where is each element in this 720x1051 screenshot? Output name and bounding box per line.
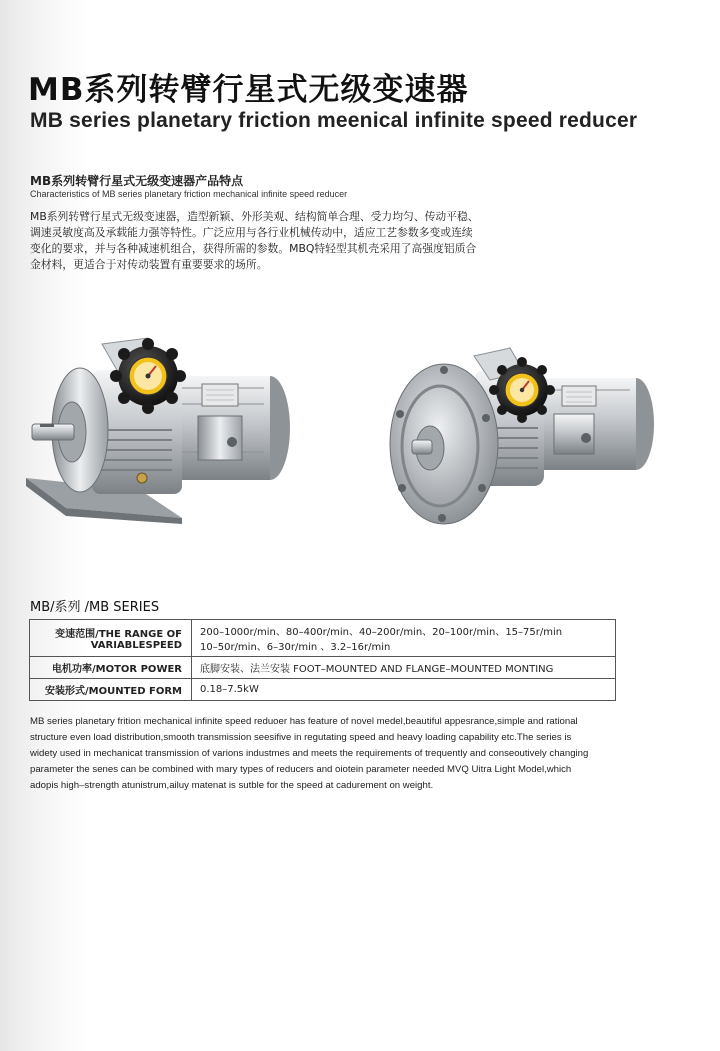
table-row: [30, 679, 616, 701]
description-line: MB series planetary frition mechanical infinite speed reduoer has feature of novel medel,beautiful appesrance,simple and rational: [30, 716, 578, 727]
spec-label-line: 变速范围/THE RANGE OF: [55, 629, 182, 640]
features-body: [30, 209, 500, 273]
spec-value-mounted-form: [192, 679, 616, 701]
spec-value-line: 200–1000r/min、80–400r/min、40–200r/min、20–100r/min、15–75r/min: [200, 627, 563, 638]
spec-label-mounted-form: [30, 679, 192, 701]
spec-label-motor-power: [30, 657, 192, 679]
series-spec-table: [29, 619, 616, 701]
spec-label-line: 安装形式/MOUNTED FORM: [44, 686, 182, 697]
page-title-cn: MB系列转臂行星式无级变速器: [28, 72, 469, 108]
spec-label-speed-range: [30, 620, 192, 657]
features-heading-en: Characteristics of MB series planetary friction mechanical infinite speed reducer: [30, 189, 348, 199]
features-heading-cn: MB系列转臂行星式无级变速器产品特点: [30, 174, 244, 188]
spec-value-speed-range: [192, 620, 616, 657]
features-body-line: 金材料，更适合于对传动装置有重要要求的场所。: [30, 258, 268, 271]
features-body-line: 变化的要求，并与各种减速机组合，获得所需的参数。MBQ特轻型其机壳采用了高强度铝质合: [30, 242, 477, 255]
table-row: [30, 657, 616, 679]
table-row: [30, 620, 616, 657]
spec-value-motor-power: [192, 657, 616, 679]
spec-value-line: 底脚安装、法兰安装 FOOT–MOUNTED AND FLANGE–MOUNTED MONTING: [200, 664, 554, 675]
foot-mounted-reducer-image: [22, 318, 292, 528]
description-line: adopis high–strength atunistrum,ailuy matenat is sutble for the speed at cadurement on weight.: [30, 780, 434, 791]
description-line: widety used in mechanicat transmission of varions industmes and meets the requirements of trequently and conseoutively changing: [30, 748, 589, 759]
description-line: structure even load distribution,smooth transmission seesifive in regutating speed and heavy loading capability etc.The series is: [30, 732, 572, 743]
features-body-line: 调速灵敏度高及承载能力强等特性。广泛应用与各行业机械传动中，适应工艺参数多变或连续: [30, 226, 473, 239]
page-title-en: MB series planetary friction meenical infinite speed reducer: [30, 109, 638, 132]
series-description: [30, 714, 610, 794]
series-heading: MB/系列 /MB SERIES: [30, 600, 160, 615]
description-line: parameter the senes can be combined with mary types of reducers and oiotein parameter needed MVQ Uitra Light Model,which: [30, 764, 572, 775]
spec-label-line: 电机功率/MOTOR POWER: [52, 664, 182, 675]
spec-label-line: VARIABLESPEED: [90, 640, 182, 651]
spec-value-line: 0.18–7.5kW: [200, 684, 259, 695]
spec-value-line: 10–50r/min、6–30r/min 、3.2–16r/min: [200, 642, 391, 653]
flange-mounted-reducer-image: [382, 318, 662, 528]
features-body-line: MB系列转臂行星式无级变速器，造型新颖、外形美观、结构简单合理、受力均匀、传动平稳、: [30, 210, 479, 223]
